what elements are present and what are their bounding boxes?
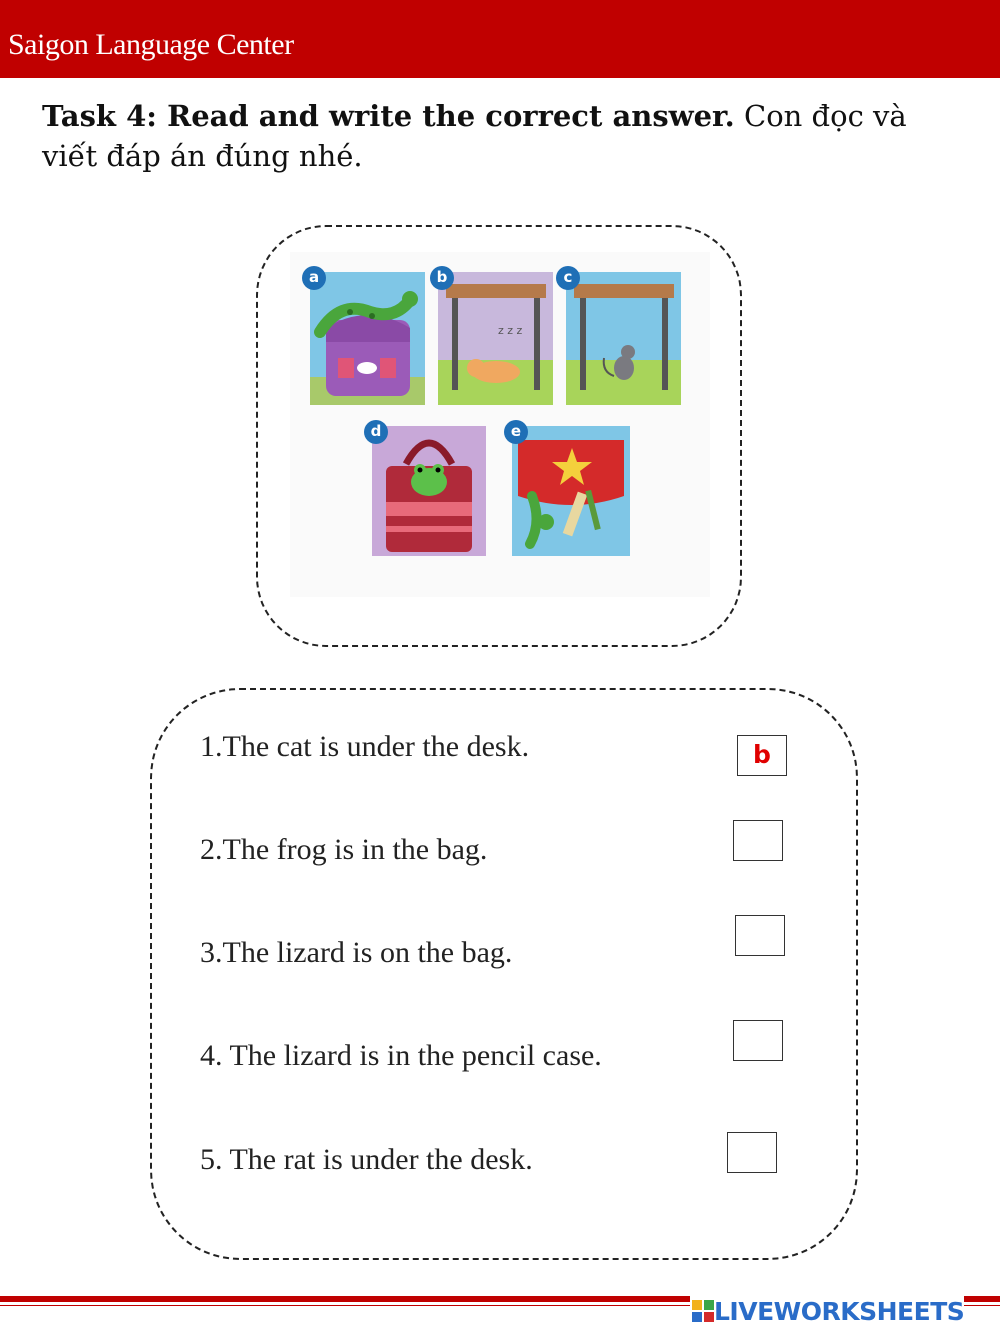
lizard-on-bag-illustration bbox=[310, 272, 425, 405]
brand-logo bbox=[690, 1294, 964, 1328]
picture-d bbox=[372, 426, 486, 556]
picture-b bbox=[438, 272, 553, 405]
answer-box-1[interactable]: b bbox=[737, 735, 787, 776]
frog-in-bag-illustration bbox=[372, 426, 486, 556]
picture-label-d: d bbox=[364, 420, 388, 444]
task-instruction-vietnamese: Con đọc và viết đáp án đúng nhé. bbox=[42, 99, 907, 173]
cat-under-desk-illustration bbox=[438, 272, 553, 405]
lizard-in-pencil-case-illustration bbox=[512, 426, 630, 556]
picture-label-a: a bbox=[302, 266, 326, 290]
task-instruction bbox=[42, 96, 962, 176]
svg-text:z z z: z z z bbox=[498, 324, 523, 337]
question-4: 4. The lizard is in the pencil case. bbox=[200, 1039, 602, 1072]
question-1: 1.The cat is under the desk. bbox=[200, 730, 530, 763]
rat-under-desk-illustration bbox=[566, 272, 681, 405]
picture-a bbox=[310, 272, 425, 405]
answer-box-3[interactable] bbox=[735, 915, 785, 956]
brand-text: LIVEWORKSHEETS bbox=[714, 1296, 965, 1326]
picture-e bbox=[512, 426, 630, 556]
question-2: 2.The frog is in the bag. bbox=[200, 833, 488, 866]
picture-label-b: b bbox=[430, 266, 454, 290]
question-5: 5. The rat is under the desk. bbox=[200, 1143, 533, 1176]
picture-c bbox=[566, 272, 681, 405]
answer-box-2[interactable] bbox=[733, 820, 783, 861]
liveworksheets-logo-icon bbox=[692, 1300, 714, 1322]
picture-label-e: e bbox=[504, 420, 528, 444]
answer-box-5[interactable] bbox=[727, 1132, 777, 1173]
header-title: Saigon Language Center bbox=[8, 28, 294, 61]
answer-box-4[interactable] bbox=[733, 1020, 783, 1061]
header-bar bbox=[0, 0, 1000, 78]
picture-label-c: c bbox=[556, 266, 580, 290]
question-3: 3.The lizard is on the bag. bbox=[200, 936, 513, 969]
task-instruction-bold: Task 4: Read and write the correct answer. bbox=[42, 99, 735, 133]
